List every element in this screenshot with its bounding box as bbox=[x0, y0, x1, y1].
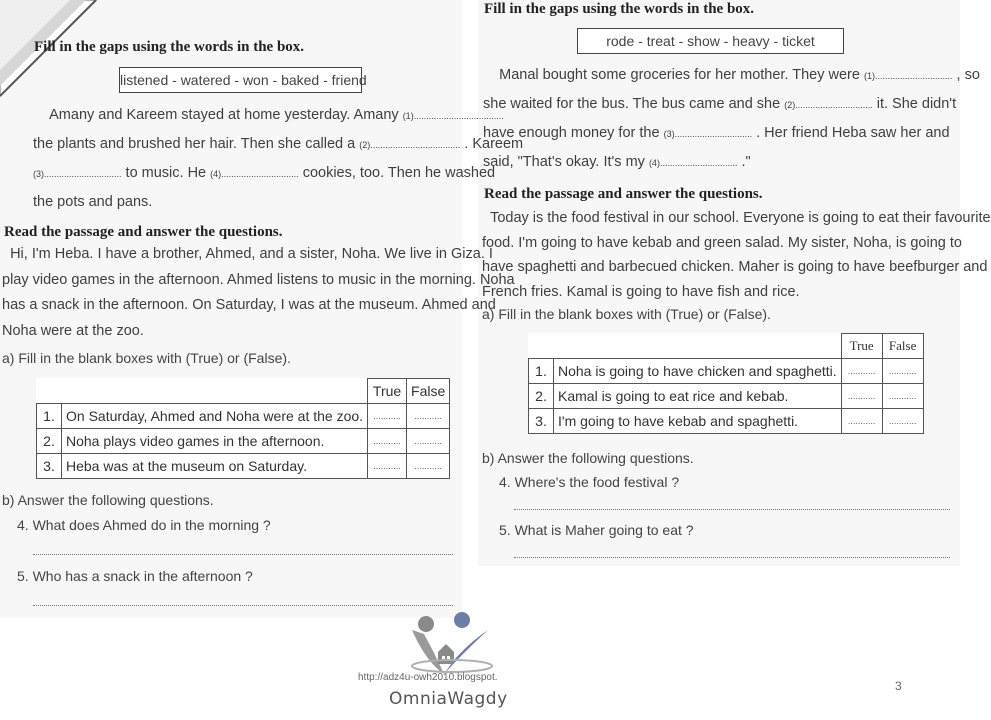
row-statement: Heba was at the museum on Saturday. bbox=[62, 454, 368, 479]
table-row bbox=[529, 384, 924, 409]
table-row bbox=[37, 454, 450, 479]
true-header: True bbox=[841, 334, 882, 359]
footer-author: OmniaWagdy bbox=[389, 689, 508, 709]
right-question-5: 5. What is Maher going to eat ? bbox=[499, 522, 694, 538]
false-blank[interactable]: ........... bbox=[407, 404, 450, 429]
row-number: 3. bbox=[37, 454, 62, 479]
right-word-box: rode - treat - show - heavy - ticket bbox=[577, 28, 844, 54]
left-gap-line-4: the pots and pans. bbox=[33, 194, 153, 210]
page-number: 3 bbox=[895, 679, 902, 693]
false-blank[interactable]: ........... bbox=[882, 384, 923, 409]
left-gap-line-3: (3)............................... to music. He (4)............................... cookies, too. Then he washed bbox=[33, 165, 496, 181]
row-statement: Noha plays video games in the afternoon. bbox=[62, 429, 368, 454]
false-blank[interactable]: ........... bbox=[407, 429, 450, 454]
right-true-false-table bbox=[528, 333, 924, 434]
right-gap-line-1: Manal bought some groceries for her mother. They were (1)............................... , so bbox=[499, 67, 980, 83]
row-number: 2. bbox=[37, 429, 62, 454]
left-part-b: b) Answer the following questions. bbox=[2, 492, 214, 508]
left-gap-title: Fill in the gaps using the words in the box. bbox=[34, 39, 305, 55]
left-passage-line: has a snack in the afternoon. On Saturday, I was at the museum. Ahmed and bbox=[2, 297, 496, 313]
table-row bbox=[37, 404, 450, 429]
false-blank[interactable]: ........... bbox=[407, 454, 450, 479]
right-question-4: 4. Where's the food festival ? bbox=[499, 474, 680, 490]
family-house-logo-icon bbox=[404, 612, 496, 674]
row-statement: On Saturday, Ahmed and Noha were at the zoo. bbox=[62, 404, 368, 429]
false-blank[interactable]: ........... bbox=[882, 359, 923, 384]
left-word-box: listened - watered - won - baked - friend bbox=[119, 67, 362, 93]
left-true-false-table bbox=[36, 378, 450, 479]
right-gap-line-3: have enough money for the (3)............................... . Her friend Heba saw her and bbox=[483, 125, 950, 141]
true-blank[interactable]: ........... bbox=[841, 409, 882, 434]
right-passage-line: food. I'm going to have kebab and green salad. My sister, Noha, is going to bbox=[482, 234, 962, 251]
right-passage bbox=[482, 206, 991, 304]
true-header: True bbox=[368, 379, 407, 404]
footer-url[interactable]: http://adz4u-owh2010.blogspot. bbox=[358, 672, 498, 683]
left-passage-line: Noha were at the zoo. bbox=[2, 322, 144, 339]
table-row bbox=[529, 409, 924, 434]
right-answer-line-4[interactable] bbox=[514, 509, 950, 510]
row-statement: Kamal is going to eat rice and kebab. bbox=[554, 384, 842, 409]
left-gap-paragraph bbox=[33, 101, 523, 216]
right-passage-line: Today is the food festival in our school. Everyone is going to eat their favourite bbox=[490, 210, 991, 226]
left-answer-line-5[interactable] bbox=[33, 605, 453, 606]
true-blank[interactable]: ........... bbox=[841, 359, 882, 384]
true-blank[interactable]: ........... bbox=[368, 404, 407, 429]
right-gap-paragraph bbox=[483, 61, 980, 177]
table-row bbox=[529, 359, 924, 384]
false-header: False bbox=[882, 334, 923, 359]
row-statement: Noha is going to have chicken and spaghetti. bbox=[554, 359, 842, 384]
table-header-row bbox=[529, 334, 924, 359]
false-header: False bbox=[407, 379, 450, 404]
table-row bbox=[37, 429, 450, 454]
right-answer-line-5[interactable] bbox=[514, 557, 950, 558]
right-read-title: Read the passage and answer the questions. bbox=[484, 186, 763, 202]
left-gap-line-1: Amany and Kareem stayed at home yesterday. Amany (1).................................... bbox=[49, 107, 504, 123]
right-passage-line: have spaghetti and barbecued chicken. Maher is going to have beefburger and bbox=[482, 259, 988, 275]
true-blank[interactable]: ........... bbox=[368, 429, 407, 454]
table-header-row bbox=[37, 379, 450, 404]
left-answer-line-4[interactable] bbox=[33, 554, 453, 555]
true-blank[interactable]: ........... bbox=[841, 384, 882, 409]
row-number: 1. bbox=[37, 404, 62, 429]
row-statement: I'm going to have kebab and spaghetti. bbox=[554, 409, 842, 434]
left-gap-line-2: the plants and brushed her hair. Then she called a (2).................................... . Kareem bbox=[33, 136, 524, 152]
true-blank[interactable]: ........... bbox=[368, 454, 407, 479]
right-gap-title: Fill in the gaps using the words in the box. bbox=[484, 1, 755, 17]
right-part-a: a) Fill in the blank boxes with (True) or (False). bbox=[482, 306, 771, 322]
row-number: 2. bbox=[529, 384, 554, 409]
left-passage-line: play video games in the afternoon. Ahmed listens to music in the morning. Noha bbox=[2, 271, 515, 288]
left-read-title: Read the passage and answer the questions. bbox=[4, 224, 283, 240]
left-question-4: 4. What does Ahmed do in the morning ? bbox=[17, 517, 271, 533]
false-blank[interactable]: ........... bbox=[882, 409, 923, 434]
left-question-5: 5. Who has a snack in the afternoon ? bbox=[17, 568, 253, 584]
left-passage-line: Hi, I'm Heba. I have a brother, Ahmed, and a sister, Noha. We live in Giza. I bbox=[10, 246, 493, 262]
left-part-a: a) Fill in the blank boxes with (True) or (False). bbox=[2, 350, 291, 366]
right-gap-line-4: said, "That's okay. It's my (4)............................... ." bbox=[483, 154, 751, 170]
right-passage-line: French fries. Kamal is going to have fish and rice. bbox=[482, 283, 800, 300]
left-passage bbox=[2, 242, 515, 344]
right-gap-line-2: she waited for the bus. The bus came and she (2)............................... it. She didn't bbox=[483, 96, 957, 112]
row-number: 3. bbox=[529, 409, 554, 434]
row-number: 1. bbox=[529, 359, 554, 384]
right-part-b: b) Answer the following questions. bbox=[482, 450, 694, 466]
